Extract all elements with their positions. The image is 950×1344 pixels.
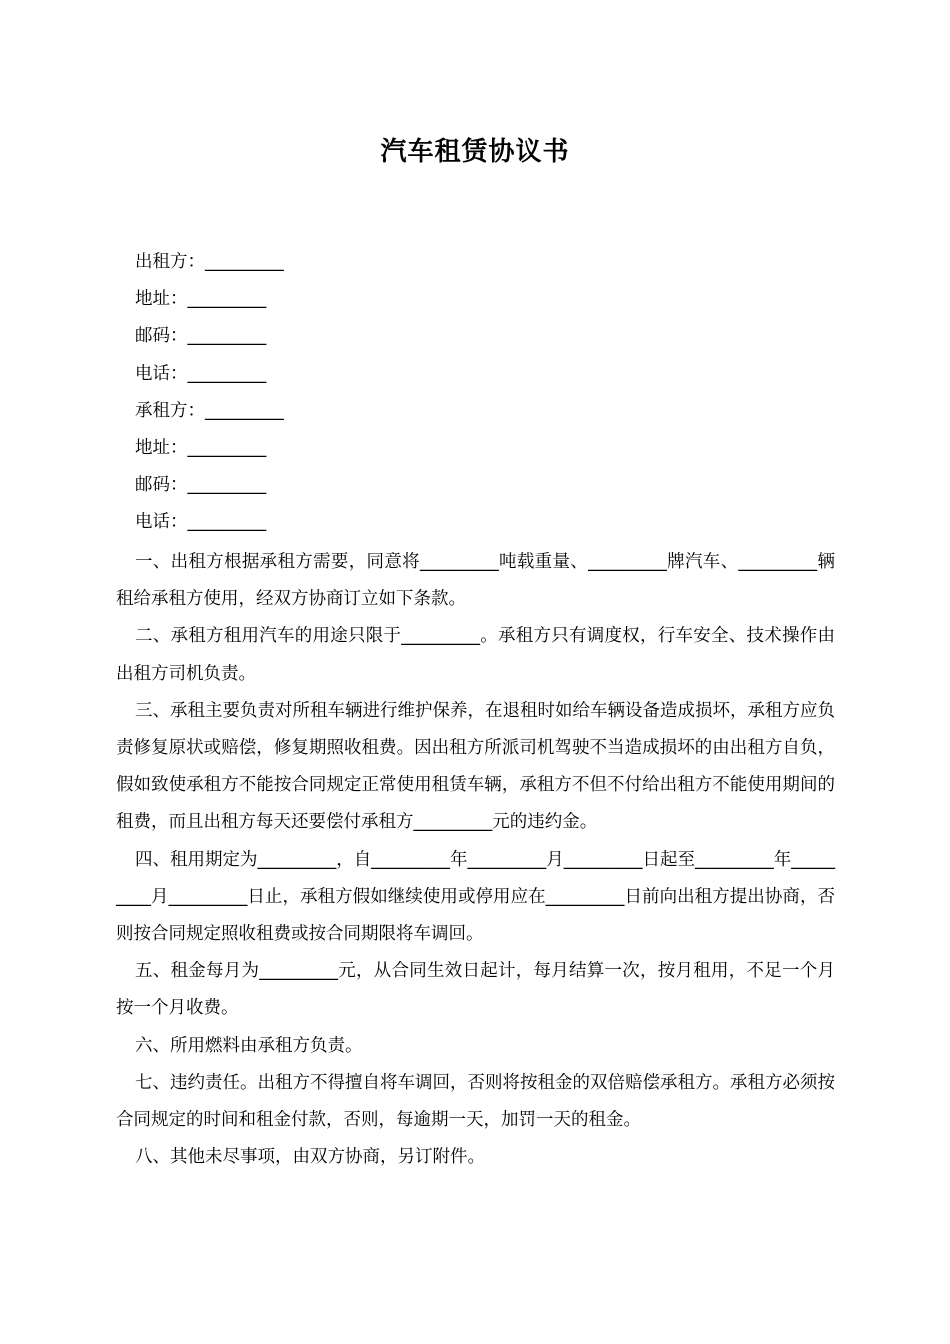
lessee-name-line: 承租方：_________ bbox=[135, 400, 284, 421]
party-info-block bbox=[135, 244, 835, 542]
lessee-address-line: 地址：_________ bbox=[135, 437, 267, 458]
clause-8: 八、其他未尽事项，由双方协商，另订附件。 bbox=[135, 1147, 485, 1168]
clause-4: 四、租用期定为_________，自_________年_________月_________日起至_________年_________月_________日止，承租方假如继续使用或停用应在_________日前向出租方提出协商，否则按合同规定照收租费或按合同期限将车调回。 bbox=[116, 849, 835, 945]
clause-3: 三、承租主要负责对所租车辆进行维护保养，在退租时如给车辆设备造成损坏，承租方应负责修复原状或赔偿，修复期照收租费。因出租方所派司机驾驶不当造成损坏的由出租方自负，假如致使承租方不能按合同规定正常使用租赁车辆，承租方不但不付给出租方不能使用期间的租费，而且出租方每天还要偿付承租方_________元的违约金。 bbox=[116, 700, 835, 833]
lessee-phone-line: 电话：_________ bbox=[135, 512, 267, 533]
clause-5: 五、租金每月为_________元，从合同生效日起计，每月结算一次，按月租用，不足一个月按一个月收费。 bbox=[116, 961, 835, 1019]
lessor-name-line: 出租方：_________ bbox=[135, 252, 284, 272]
lessor-postcode-line: 邮码：_________ bbox=[135, 326, 267, 347]
clause-6: 六、所用燃料由承租方负责。 bbox=[135, 1035, 363, 1056]
clause-2: 二、承租方租用汽车的用途只限于_________。承租方只有调度权，行车安全、技术操作由出租方司机负责。 bbox=[116, 626, 835, 684]
lessor-phone-line: 电话：_________ bbox=[135, 363, 267, 384]
lessee-postcode-line: 邮码：_________ bbox=[135, 475, 267, 496]
clause-7: 七、违约责任。出租方不得擅自将车调回，否则将按租金的双倍赔偿承租方。承租方必须按合同规定的时间和租金付款，否则，每逾期一天，加罚一天的租金。 bbox=[116, 1072, 835, 1131]
contract-clauses bbox=[116, 544, 835, 1176]
clause-1: 一、出租方根据承租方需要，同意将_________吨载重量、_________牌汽车、_________辆租给承租方使用，经双方协商订立如下条款。 bbox=[116, 552, 835, 610]
lessor-address-line: 地址：_________ bbox=[135, 289, 267, 310]
document-title: 汽车租赁协议书 bbox=[380, 137, 570, 167]
